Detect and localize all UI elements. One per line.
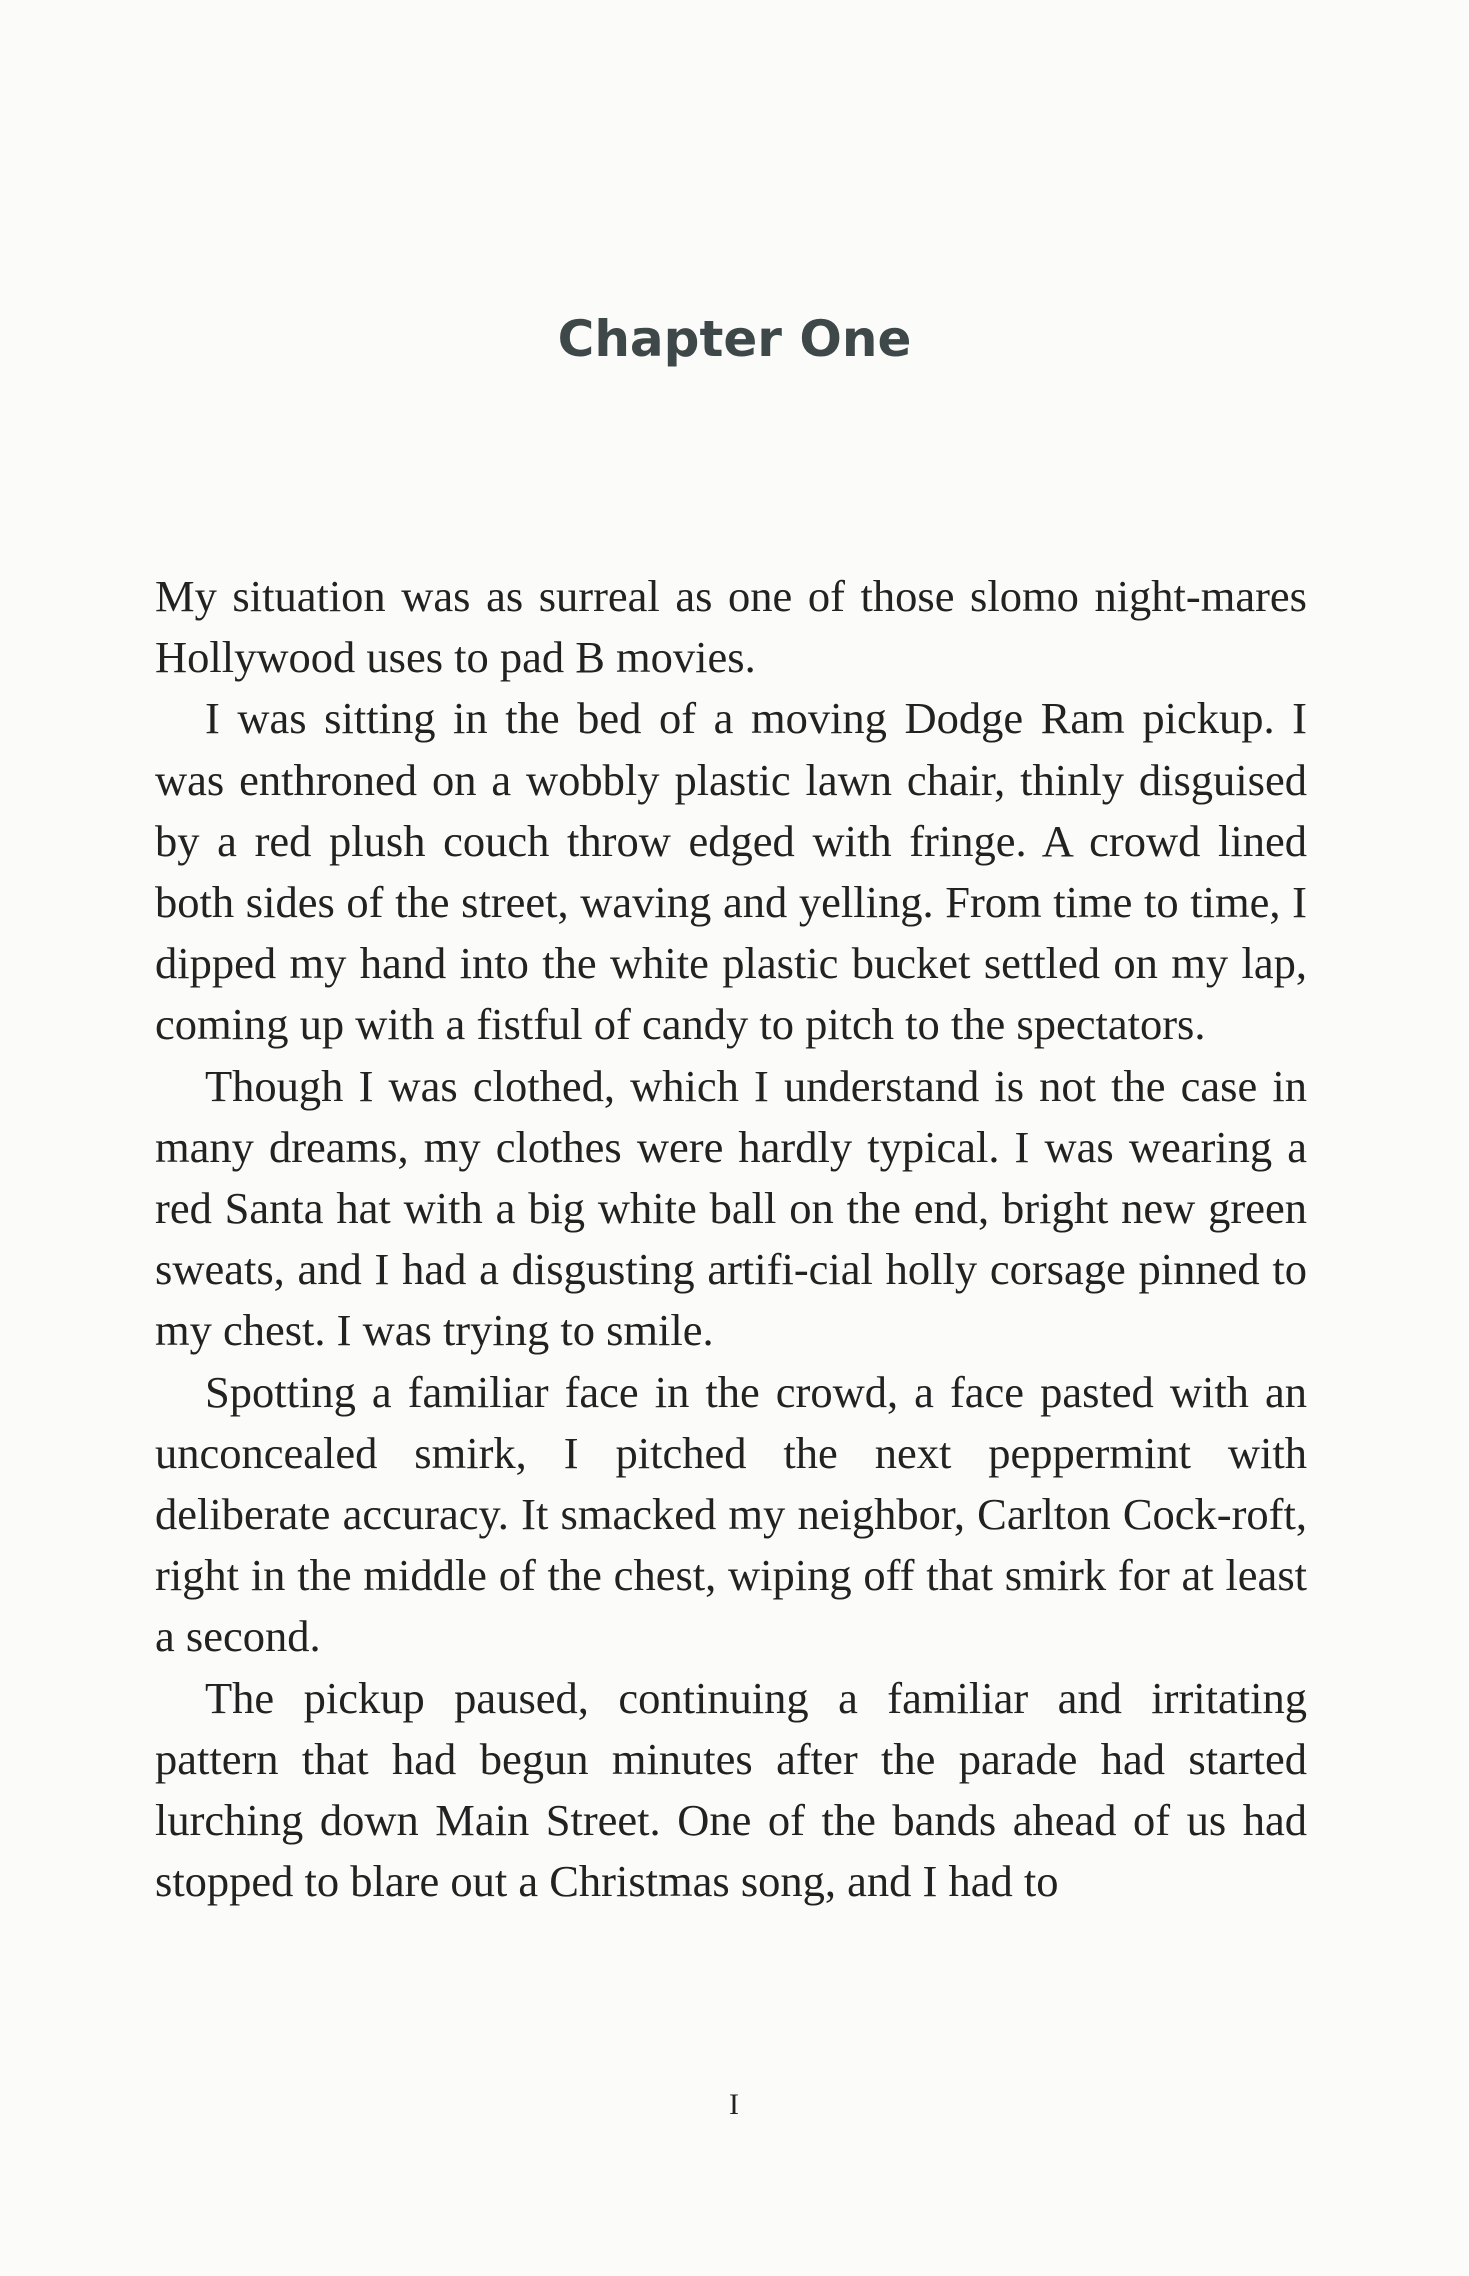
chapter-body (155, 566, 1307, 1912)
paragraph-2: I was sitting in the bed of a moving Dodge Ram pickup. I was enthroned on a wobbly plastic lawn chair, thinly disguised by a red plush couch throw edged with fringe. A crowd lined both sides of the street, waving and yelling. From time to time, I dipped my hand into the white plastic bucket settled on my lap, coming up with a fistful of candy to pitch to the spectators. (155, 693, 1307, 1050)
paragraph-1: My situation was as surreal as one of those slomo night-mares Hollywood uses to pad B movies. (155, 571, 1307, 683)
paragraph-4: Spotting a familiar face in the crowd, a face pasted with an unconcealed smirk, I pitched the next peppermint with deliberate accuracy. It smacked my neighbor, Carlton Cock-roft, right in the middle of the chest, wiping off that smirk for at least a second. (155, 1366, 1307, 1662)
paragraph-5: The pickup paused, continuing a familiar and irritating pattern that had begun minutes after the parade had started lurching down Main Street. One of the bands ahead of us had stopped to blare out a Christmas song, and I had to (155, 1672, 1307, 1907)
chapter-title: Chapter One (557, 310, 912, 368)
paragraph-3: Though I was clothed, which I understand is not the case in many dreams, my clothes were hardly typical. I was wearing a red Santa hat with a big white ball on the end, bright new green sweats, and I had a disgusting artifi-cial holly corsage pinned to my chest. I was trying to smile. (155, 1060, 1307, 1356)
page-number: I (729, 2088, 740, 2121)
